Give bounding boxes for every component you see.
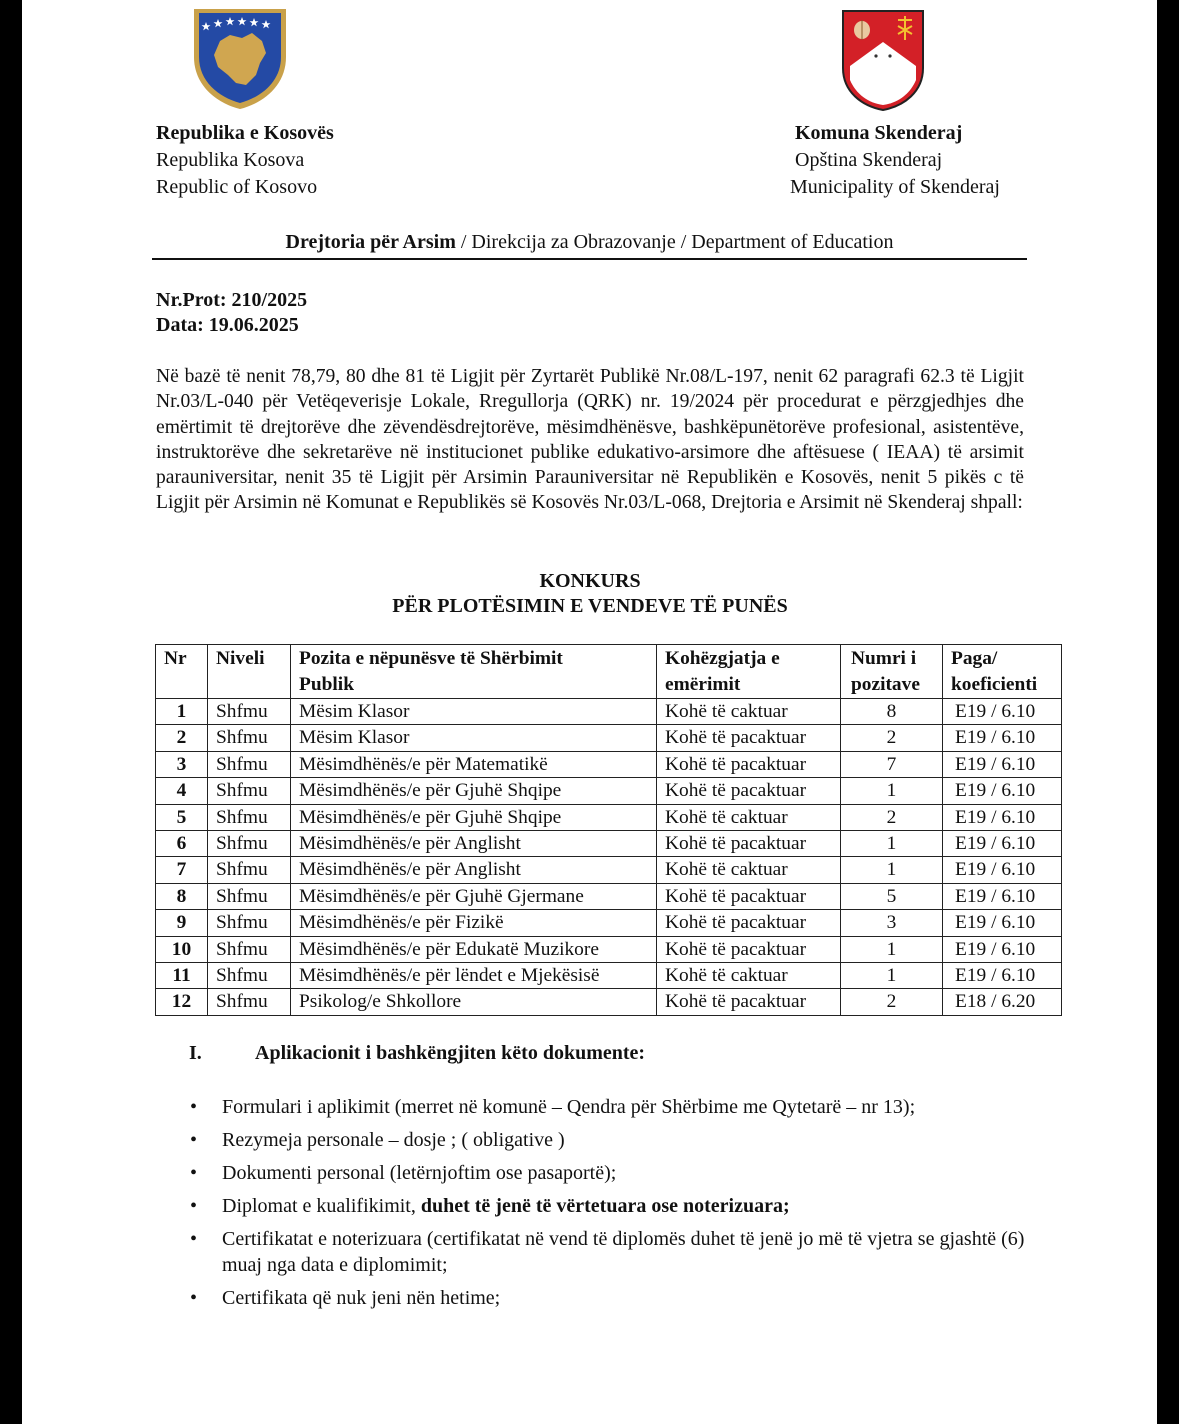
table-row xyxy=(156,989,1062,1015)
cell-pozita: Mësimdhënës/e për Gjuhë Shqipe xyxy=(291,778,657,804)
header-nr: Nr xyxy=(156,645,208,699)
cell-numri: 1 xyxy=(841,936,943,962)
cell-niveli: Shfmu xyxy=(208,751,291,777)
cell-numri: 5 xyxy=(841,883,943,909)
cell-numri: 7 xyxy=(841,751,943,777)
protocol-number: Nr.Prot: 210/2025 xyxy=(156,289,308,311)
table-row xyxy=(156,883,1062,909)
cell-nr: 7 xyxy=(156,857,208,883)
header-pozita: Pozita e nëpunësve të Shërbimit Publik xyxy=(291,645,657,699)
header-right-line2: Opština Skenderaj xyxy=(795,149,943,171)
cell-nr: 10 xyxy=(156,936,208,962)
list-item: • Certifikata që nuk jeni nën hetime; xyxy=(190,1287,501,1309)
header-left-line1: Republika e Kosovës xyxy=(156,122,334,144)
cell-numri: 3 xyxy=(841,910,943,936)
department-rest: / Direkcija za Obrazovanje / Department of Education xyxy=(455,231,894,253)
cell-nr: 11 xyxy=(156,963,208,989)
cell-pozita: Mësimdhënës/e për Anglisht xyxy=(291,831,657,857)
documents-list xyxy=(182,1094,1032,1318)
cell-niveli: Shfmu xyxy=(208,804,291,830)
header-right-line3: Municipality of Skenderaj xyxy=(790,176,1000,198)
header-paga: Paga/ koeficienti xyxy=(943,645,1062,699)
cell-paga: E18 / 6.20 xyxy=(943,989,1062,1015)
cell-numri: 2 xyxy=(841,804,943,830)
intro-paragraph: Në bazë të nenit 78,79, 80 dhe 81 të Ligjit për Zyrtarët Publikë Nr.08/L-197, nenit 62 paragrafi 62.3 të Ligjit Nr.03/L-040 për Vetëqeverisje Lokale, Rregullorja (QRK) nr. 19/2024 për procedurat e përzgjedhjes dhe emërtimit të drejtorëve dhe zëvendësdrejtorëve, mësimdhënësve, bashkëpunëtorëve profesional, asistentëve, instruktorëve dhe sekretarëve në institucionet publike edukativo-arsimore dhe aftësuese ( IEAA) të arsimit parauniversitar, nenit 35 të Ligjit për Arsimin Parauniversitar në Republikën e Kosovës, nenit 5 pikës c të Ligjit për Arsimin në Komunat e Republikës së Kosovës Nr.03/L-068, Drejtoria e Arsimit në Skenderaj shpall: xyxy=(156,366,1024,514)
table-row xyxy=(156,831,1062,857)
cell-kohe: Kohë të pacaktuar xyxy=(657,725,841,751)
header-left xyxy=(156,120,334,201)
table-row xyxy=(156,910,1062,936)
cell-niveli: Shfmu xyxy=(208,725,291,751)
cell-kohe: Kohë të pacaktuar xyxy=(657,989,841,1015)
header-kohezgjatja: Kohëzgjatja e emërimit xyxy=(657,645,841,699)
positions-table xyxy=(155,644,1062,1016)
cell-numri: 1 xyxy=(841,778,943,804)
section-heading xyxy=(189,1042,645,1065)
cell-pozita: Mësimdhënës/e për Edukatë Muzikore xyxy=(291,936,657,962)
cell-paga: E19 / 6.10 xyxy=(943,963,1062,989)
cell-pozita: Mësimdhënës/e për Gjuhë Shqipe xyxy=(291,804,657,830)
cell-paga: E19 / 6.10 xyxy=(943,699,1062,725)
cell-niveli: Shfmu xyxy=(208,963,291,989)
table-header-row xyxy=(156,645,1062,699)
cell-niveli: Shfmu xyxy=(208,831,291,857)
cell-pozita: Mësim Klasor xyxy=(291,725,657,751)
header-right-line1: Komuna Skenderaj xyxy=(795,122,963,144)
cell-nr: 8 xyxy=(156,883,208,909)
cell-pozita: Mësimdhënës/e për Matematikë xyxy=(291,751,657,777)
protocol-block xyxy=(156,288,307,338)
bullet-icon: • xyxy=(190,1129,198,1151)
cell-numri: 2 xyxy=(841,989,943,1015)
document-page xyxy=(22,0,1157,1424)
cell-niveli: Shfmu xyxy=(208,936,291,962)
cell-pozita: Psikolog/e Shkollore xyxy=(291,989,657,1015)
document-date: Data: 19.06.2025 xyxy=(156,314,299,336)
cell-paga: E19 / 6.10 xyxy=(943,831,1062,857)
department-bold: Drejtoria për Arsim xyxy=(285,231,456,253)
table-row xyxy=(156,699,1062,725)
cell-nr: 9 xyxy=(156,910,208,936)
cell-numri: 1 xyxy=(841,831,943,857)
cell-niveli: Shfmu xyxy=(208,778,291,804)
cell-niveli: Shfmu xyxy=(208,989,291,1015)
bullet-icon: • xyxy=(190,1228,198,1250)
cell-paga: E19 / 6.10 xyxy=(943,778,1062,804)
cell-kohe: Kohë të pacaktuar xyxy=(657,936,841,962)
cell-paga: E19 / 6.10 xyxy=(943,883,1062,909)
cell-kohe: Kohë të caktuar xyxy=(657,699,841,725)
cell-numri: 1 xyxy=(841,857,943,883)
skenderaj-coat-of-arms-icon xyxy=(840,8,926,112)
title-konkurs: KONKURS xyxy=(539,570,641,592)
cell-niveli: Shfmu xyxy=(208,883,291,909)
cell-paga: E19 / 6.10 xyxy=(943,857,1062,883)
table-row xyxy=(156,963,1062,989)
cell-kohe: Kohë të pacaktuar xyxy=(657,910,841,936)
cell-paga: E19 / 6.10 xyxy=(943,751,1062,777)
list-item: • Diplomat e kualifikimit, duhet të jenë të vërtetuara ose noterizuara; xyxy=(190,1195,790,1217)
table-row xyxy=(156,936,1062,962)
cell-niveli: Shfmu xyxy=(208,857,291,883)
section-title: Aplikacionit i bashkëngjiten këto dokumente: xyxy=(255,1042,646,1064)
header-numri: Numri i pozitave xyxy=(841,645,943,699)
cell-paga: E19 / 6.10 xyxy=(943,910,1062,936)
cell-kohe: Kohë të pacaktuar xyxy=(657,883,841,909)
list-item: • Formulari i aplikimit (merret në komunë – Qendra për Shërbime me Qytetarë – nr 13); xyxy=(190,1096,916,1118)
header-left-line2: Republika Kosova xyxy=(156,149,305,171)
cell-pozita: Mësim Klasor xyxy=(291,699,657,725)
cell-niveli: Shfmu xyxy=(208,910,291,936)
cell-nr: 4 xyxy=(156,778,208,804)
cell-kohe: Kohë të pacaktuar xyxy=(657,778,841,804)
cell-nr: 1 xyxy=(156,699,208,725)
cell-numri: 2 xyxy=(841,725,943,751)
cell-kohe: Kohë të pacaktuar xyxy=(657,831,841,857)
cell-kohe: Kohë të caktuar xyxy=(657,963,841,989)
cell-kohe: Kohë të pacaktuar xyxy=(657,751,841,777)
cell-paga: E19 / 6.10 xyxy=(943,725,1062,751)
cell-nr: 3 xyxy=(156,751,208,777)
header-divider xyxy=(152,258,1027,260)
cell-paga: E19 / 6.10 xyxy=(943,804,1062,830)
cell-numri: 8 xyxy=(841,699,943,725)
cell-pozita: Mësimdhënës/e për lëndet e Mjekësisë xyxy=(291,963,657,989)
kosovo-coat-of-arms-icon xyxy=(190,5,290,111)
list-item: • Certifikatat e noterizuara (certifikatat në vend të diplomës duhet të jenë jo më të vjetra se gjashtë (6) muaj nga data e diplomimit; xyxy=(190,1228,1025,1276)
cell-numri: 1 xyxy=(841,963,943,989)
table-row xyxy=(156,857,1062,883)
table-row xyxy=(156,725,1062,751)
cell-nr: 2 xyxy=(156,725,208,751)
cell-pozita: Mësimdhënës/e për Gjuhë Gjermane xyxy=(291,883,657,909)
bullet-icon: • xyxy=(190,1287,198,1309)
header-niveli: Niveli xyxy=(208,645,291,699)
list-item: • Dokumenti personal (letërnjoftim ose pasaportë); xyxy=(190,1162,617,1184)
table-row xyxy=(156,751,1062,777)
cell-kohe: Kohë të caktuar xyxy=(657,857,841,883)
section-number: I. xyxy=(189,1042,202,1064)
title-subtitle: PËR PLOTËSIMIN E VENDEVE TË PUNËS xyxy=(392,595,788,617)
bullet-icon: • xyxy=(190,1096,198,1118)
cell-nr: 12 xyxy=(156,989,208,1015)
cell-nr: 5 xyxy=(156,804,208,830)
header-left-line3: Republic of Kosovo xyxy=(156,176,318,198)
table-row xyxy=(156,804,1062,830)
header-right xyxy=(790,120,1000,201)
table-row xyxy=(156,778,1062,804)
cell-pozita: Mësimdhënës/e për Anglisht xyxy=(291,857,657,883)
cell-kohe: Kohë të caktuar xyxy=(657,804,841,830)
bullet-icon: • xyxy=(190,1162,198,1184)
cell-nr: 6 xyxy=(156,831,208,857)
department-line xyxy=(152,231,1027,254)
cell-niveli: Shfmu xyxy=(208,699,291,725)
cell-pozita: Mësimdhënës/e për Fizikë xyxy=(291,910,657,936)
bullet-icon: • xyxy=(190,1195,198,1217)
cell-paga: E19 / 6.10 xyxy=(943,936,1062,962)
list-item: • Rezymeja personale – dosje ; ( obligative ) xyxy=(190,1129,565,1151)
